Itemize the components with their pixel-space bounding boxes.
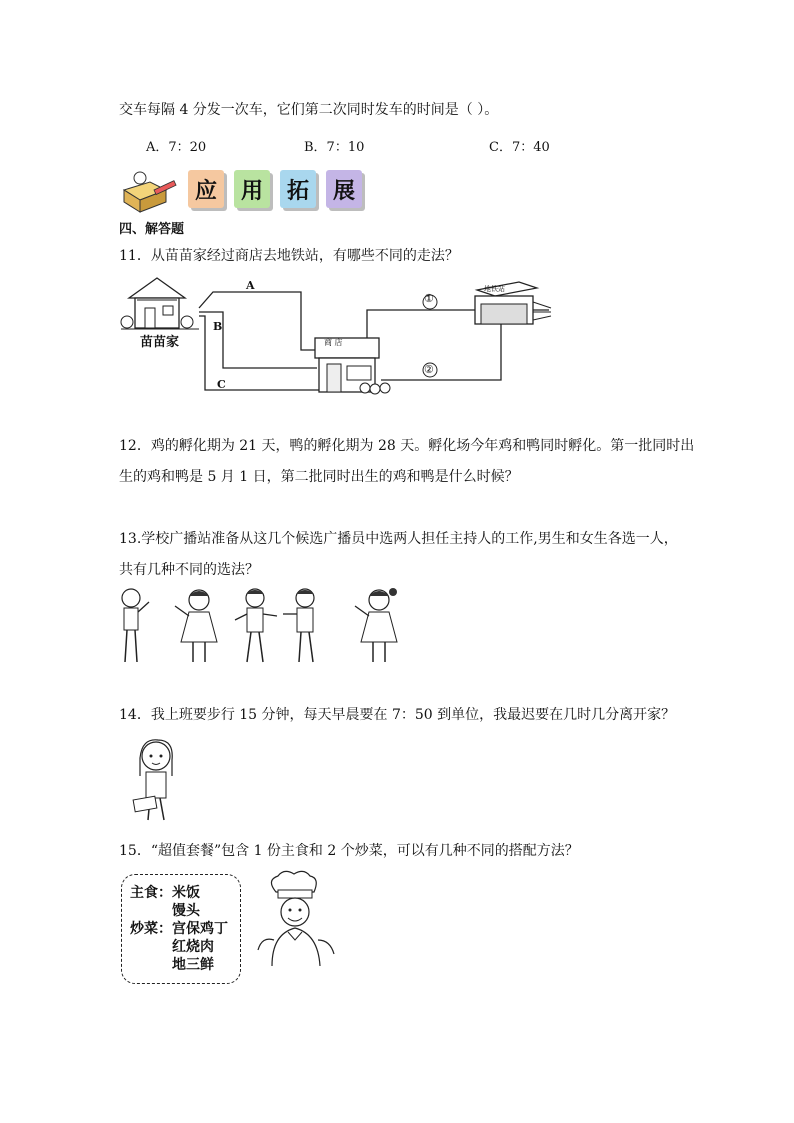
toolbox-pencil-icon	[118, 168, 178, 214]
route-a-label: A	[246, 279, 255, 292]
q10-option-b: B．7：10	[304, 140, 365, 155]
banner-tile-yong: 用	[234, 170, 270, 208]
menu-dish-3: 地三鲜	[172, 957, 214, 973]
banner-tile-ying: 应	[188, 170, 224, 208]
q13-line-1: 13.学校广播站准备从这几个候选广播员中选两人担任主持人的工作,男生和女生各选一人，	[119, 531, 678, 547]
chef-icon	[258, 870, 338, 970]
menu-dish-1: 宫保鸡丁	[172, 921, 228, 937]
banner-tile-tuo: 拓	[280, 170, 316, 208]
boy-candidate-2-icon	[235, 589, 277, 662]
banner-tile-zhan: 展	[326, 170, 362, 208]
commuter-girl-icon	[128, 736, 188, 826]
candidates-illustration	[117, 586, 407, 666]
route-b-label: B	[213, 320, 223, 333]
q12-line-2: 生的鸡和鸭是 5 月 1 日，第二批同时出生的鸡和鸭是什么时候？	[119, 469, 519, 485]
section-heading: 四、解答题	[119, 222, 185, 237]
home-label: 苗苗家	[140, 335, 180, 350]
q10-option-a: A．7：20	[146, 140, 207, 155]
path-2-label: ②	[424, 363, 434, 376]
menu-dish-2: 红烧肉	[172, 939, 214, 955]
boy-candidate-3-icon	[283, 589, 314, 662]
q10-option-c: C．7：40	[489, 140, 550, 155]
q15-text: 15．“超值套餐”包含 1 份主食和 2 个炒菜，可以有几种不同的搭配方法？	[119, 843, 579, 859]
path-1-label: ①	[424, 292, 434, 305]
menu-staple-label: 主食：	[130, 885, 172, 901]
q11-text: 11．从苗苗家经过商店去地铁站，有哪些不同的走法？	[119, 248, 459, 264]
q12-line-1: 12．鸡的孵化期为 21 天，鸭的孵化期为 28 天。孵化场今年鸡和鸭同时孵化。第一批同时出	[119, 438, 695, 454]
route-c-label: C	[217, 378, 226, 391]
boy-candidate-1-icon	[122, 589, 149, 662]
menu-staple-2: 馒头	[172, 903, 200, 919]
store-sign: 商 店	[324, 338, 343, 347]
house-icon	[121, 278, 199, 329]
q10-text: 交车每隔 4 分发一次车，它们第二次同时发车的时间是（ ）。	[119, 102, 499, 118]
q14-text: 14．我上班要步行 15 分钟，每天早晨要在 7：50 到单位，我最迟要在几时几分离开家？	[119, 707, 676, 723]
subway-sign: 地铁站	[484, 285, 505, 293]
menu-dish-label: 炒菜：	[130, 921, 172, 937]
section-banner	[118, 168, 378, 214]
girl-candidate-2-icon	[355, 588, 397, 662]
q13-line-2: 共有几种不同的选法？	[119, 562, 259, 578]
menu-staple-1: 米饭	[172, 885, 200, 901]
girl-candidate-1-icon	[175, 590, 217, 662]
